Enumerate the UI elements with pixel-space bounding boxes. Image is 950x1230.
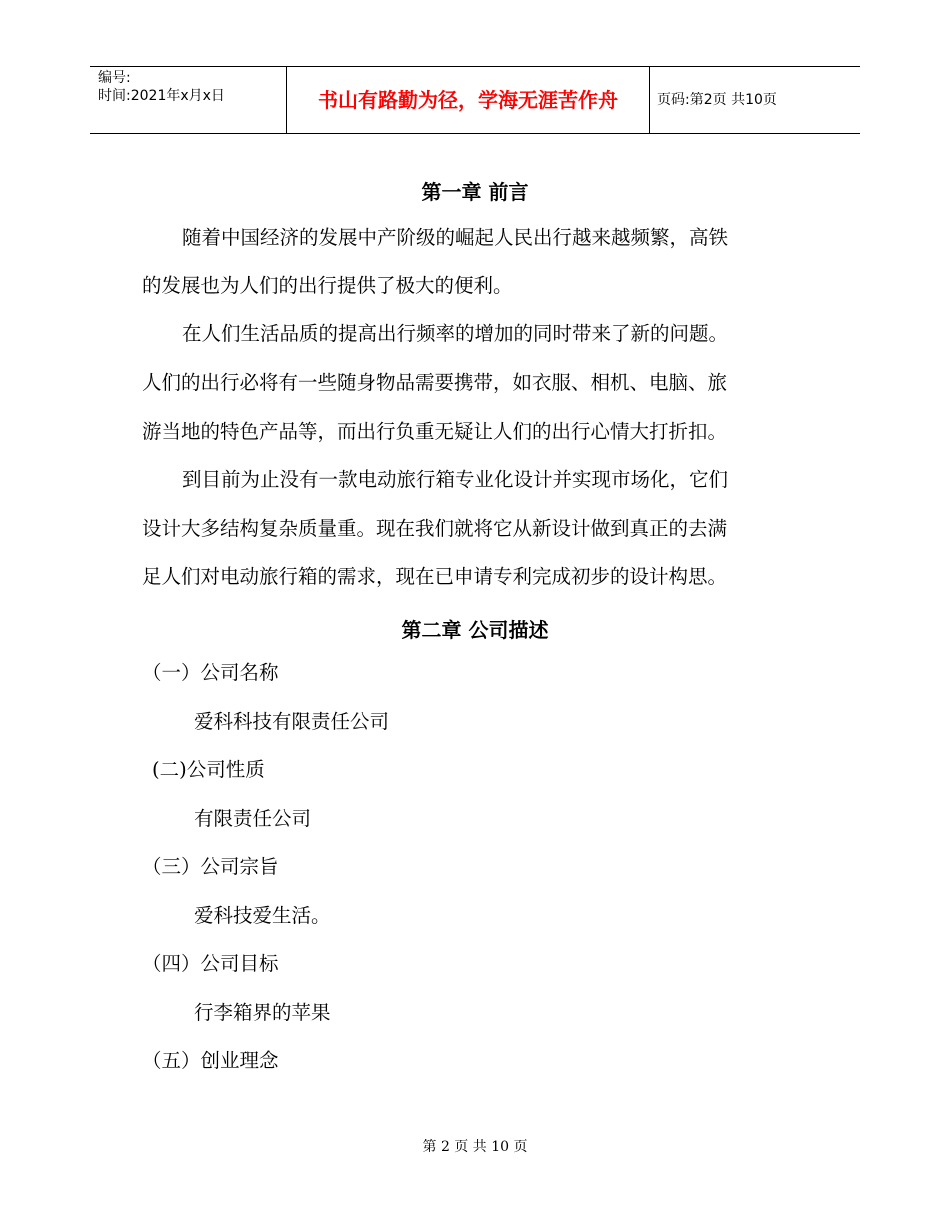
header-motto: 书山有路勤为径，学海无涯苦作舟: [318, 88, 618, 112]
header-page-info: 页码:第2页 共10页: [657, 92, 777, 108]
section-content: 爱科技爱生活。: [194, 904, 331, 927]
paragraph-line: 在人们生活品质的提高出行频率的增加的同时带来了新的问题。: [182, 322, 729, 345]
page-footer: 第 2 页 共 10 页: [422, 1139, 528, 1155]
chapter1-title: 第一章 前言: [421, 180, 529, 204]
paragraph-line: 游当地的特色产品等，而出行负重无疑让人们的出行心情大打折扣。: [142, 420, 728, 443]
section-content: 行李箱界的苹果: [194, 1001, 331, 1024]
paragraph-line: 设计大多结构复杂质量重。现在我们就将它从新设计做到真正的去满: [142, 517, 728, 540]
section-heading: (二)公司性质: [152, 758, 265, 781]
paragraph-line: 随着中国经济的发展中产阶级的崛起人民出行越来越频繁，高铁: [182, 226, 729, 249]
document-header: [90, 66, 860, 134]
header-meta: [98, 69, 225, 105]
header-number-label: 编号:: [98, 70, 131, 86]
section-heading: （三）公司宗旨: [142, 855, 279, 878]
paragraph-line: 足人们对电动旅行箱的需求，现在已申请专利完成初步的设计构思。: [142, 565, 728, 588]
header-divider: [649, 67, 650, 133]
paragraph-line: 人们的出行必将有一些随身物品需要携带，如衣服、相机、电脑、旅: [142, 371, 728, 394]
section-heading: （四）公司目标: [142, 952, 279, 975]
header-date: 时间:2021年x月x日: [98, 88, 225, 104]
section-heading: （一）公司名称: [142, 661, 279, 684]
section-content: 有限责任公司: [194, 807, 312, 830]
paragraph-line: 到目前为止没有一款电动旅行箱专业化设计并实现市场化，它们: [182, 468, 729, 491]
section-content: 爱科科技有限责任公司: [194, 710, 390, 733]
section-heading: （五）创业理念: [142, 1049, 279, 1072]
paragraph-line: 的发展也为人们的出行提供了极大的便利。: [142, 274, 513, 297]
chapter2-title: 第二章 公司描述: [401, 618, 549, 642]
